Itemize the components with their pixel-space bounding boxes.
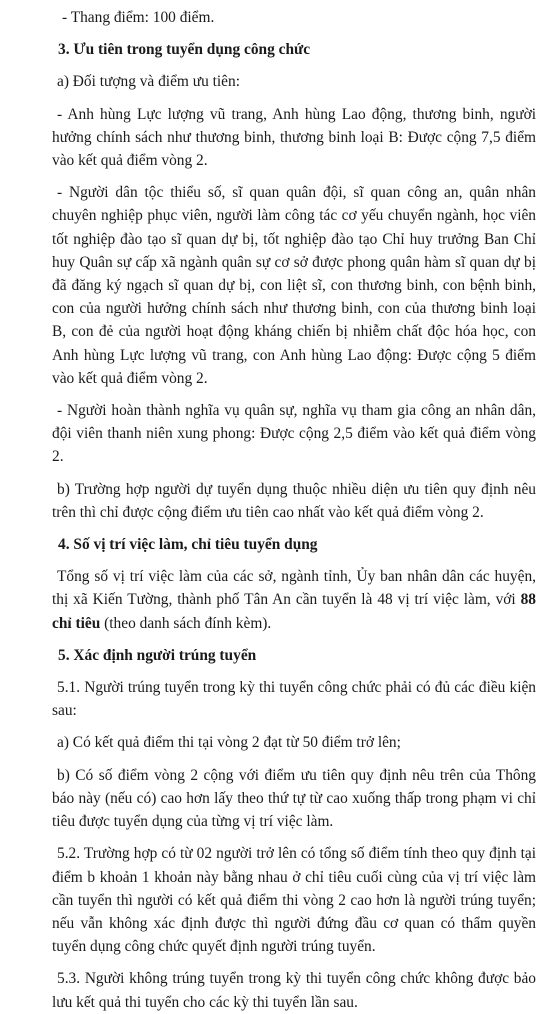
positions-quota: 88 chỉ tiêu: [52, 591, 536, 632]
paragraph-priority-a: a) Đối tượng và điểm ưu tiên:: [57, 73, 240, 91]
paragraph-5-1-a: a) Có kết quả điểm thi tại vòng 2 đạt từ 50 điểm trở lên;: [57, 734, 401, 752]
heading-winners: 5. Xác định người trúng tuyển: [58, 646, 257, 664]
positions-text-pre: Tổng số vị trí việc làm của các sở, ngành tỉnh, Ủy ban nhân dân các huyện, thị xã Kiến Tường, thành phố Tân An cần tuyển là 48 vị trí việc làm, với: [52, 568, 536, 609]
paragraph-positions: [52, 565, 536, 635]
paragraph-priority-a1: - Anh hùng Lực lượng vũ trang, Anh hùng Lao động, thương binh, người hưởng chính sách như thương binh, thương binh loại B: Được cộng 7,5 điểm vào kết quả điểm vòng 2.: [52, 105, 536, 170]
paragraph-5-1: 5.1. Người trúng tuyển trong kỳ thi tuyển công chức phải có đủ các điều kiện sau:: [52, 679, 536, 720]
score-line: - Thang điểm: 100 điểm.: [62, 9, 215, 26]
paragraph-5-3: 5.3. Người không trúng tuyển trong kỳ thi tuyển công chức không được bảo lưu kết quả thi tuyển cho các kỳ thi tuyển lần sau.: [52, 970, 536, 1011]
heading-positions: 4. Số vị trí việc làm, chỉ tiêu tuyển dụng: [58, 536, 318, 554]
paragraph-priority-a2: - Người dân tộc thiểu số, sĩ quan quân đội, sĩ quan công an, quân nhân chuyên nghiệp phục viên, người làm công tác cơ yếu chuyển ngành, học viên tốt nghiệp đào tạo sĩ quan dự bị, tốt nghiệp đào tạo Chỉ huy trưởng Ban Chỉ huy Quân sự cấp xã ngành quân sự cơ sở được phong quân hàm sĩ quan dự bị đã đăng ký ngạch sĩ quan dự bị, con liệt sĩ, con thương binh, con bệnh binh, con của người hưởng chính sách như thương binh, con của thương binh loại B, con đẻ của người hoạt động kháng chiến bị nhiễm chất độc hóa học, con Anh hùng Lực lượng vũ trang, con Anh hùng Lao động: Được cộng 5 điểm vào kết quả điểm vòng 2.: [52, 184, 536, 387]
positions-text-post: (theo danh sách đính kèm).: [100, 614, 272, 632]
paragraph-5-2: 5.2. Trường hợp có từ 02 người trở lên có tổng số điểm tính theo quy định tại điểm b khoản 1 khoản này bằng nhau ở chỉ tiêu cuối cùng của vị trí việc làm cần tuyển thì người có kết quả điểm thi vòng 2 cao hơn là người trúng tuyển; nếu vẫn không xác định được thì người đứng đầu cơ quan có thẩm quyền tuyển dụng công chức quyết định người trúng tuyển.: [52, 845, 536, 956]
paragraph-priority-b: b) Trường hợp người dự tuyển dụng thuộc nhiều diện ưu tiên quy định nêu trên thì chỉ được cộng điểm ưu tiên cao nhất vào kết quả điểm vòng 2.: [52, 480, 536, 521]
paragraph-5-1-b: b) Có số điểm vòng 2 cộng với điểm ưu tiên quy định nêu trên của Thông báo này (nếu có) cao hơn lấy theo thứ tự từ cao xuống thấp trong phạm vi chỉ tiêu được tuyển dụng của từng vị trí việc làm.: [52, 766, 536, 831]
heading-priority: 3. Ưu tiên trong tuyển dụng công chức: [58, 41, 311, 59]
paragraph-priority-a3: - Người hoàn thành nghĩa vụ quân sự, nghĩa vụ tham gia công an nhân dân, đội viên thanh niên xung phong: Được cộng 2,5 điểm vào kết quả điểm vòng 2.: [52, 402, 536, 466]
